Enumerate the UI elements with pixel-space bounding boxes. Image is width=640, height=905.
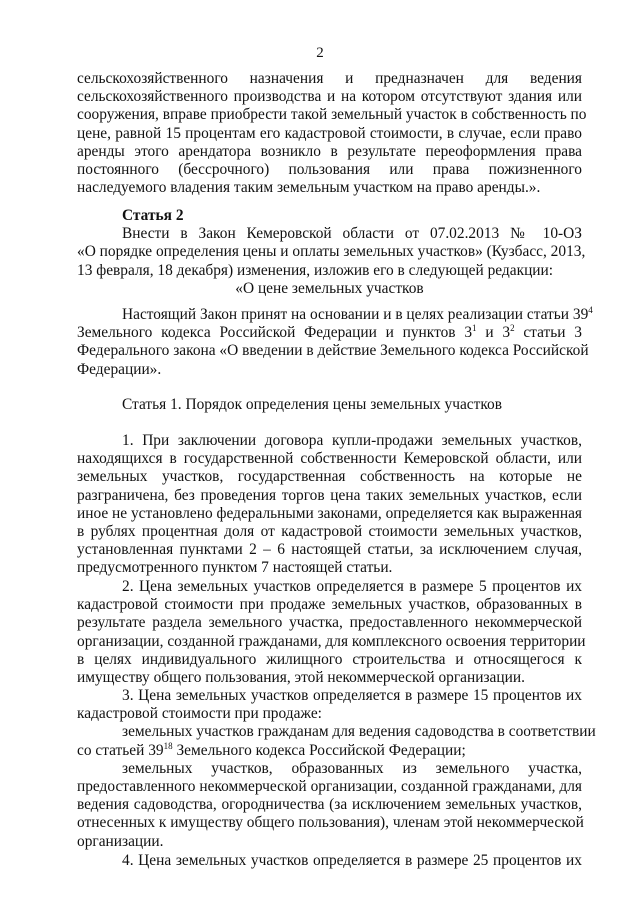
page-number: 2: [316, 45, 324, 61]
text-line: Федерального закона «О введении в действие Земельного кодекса Российской: [77, 342, 589, 360]
text-line: установленная пунктами 2 – 6 настоящей статьи, за исключением случая,: [77, 541, 582, 559]
text-line: находящихся в государственной собственности Кемеровской области, или: [77, 450, 582, 468]
text-line: 4. Цена земельных участков определяется в размере 25 процентов их: [122, 852, 582, 869]
text-line: организации.: [77, 832, 164, 850]
paragraph-2: [77, 578, 586, 687]
text-line: предусмотренного пунктом 7 настоящей статьи.: [77, 559, 393, 577]
text-line: Настоящий Закон принят на основании и в целях реализации статьи $39^4$: [122, 305, 593, 323]
text-line: ведения садоводства, огородничества (за исключением земельных участков,: [77, 796, 582, 814]
text-line: 1. При заключении договора купли-продажи земельных участков,: [122, 432, 582, 449]
text-line: имуществу общего пользования, этой некоммерческой организации.: [77, 668, 525, 686]
preamble: [77, 305, 593, 379]
text-line: в целях индивидуального жилищного строительства и относящегося к: [77, 650, 582, 668]
text-line: сооружения, вправе приобрести такой земельный участок в собственность по: [77, 106, 587, 124]
text-line: предоставленного некоммерческой организации, созданной гражданами, для: [77, 777, 582, 795]
text-line: земельных участков, государственная собственность на которые не: [77, 468, 582, 486]
text-line: наследуемого владения таким земельным участком на право аренды.».: [77, 179, 541, 197]
text-line: в рублях процентная доля от кадастровой стоимости земельных участков,: [77, 522, 582, 540]
law-title: «О цене земельных участков: [235, 279, 424, 297]
paragraph-1: [77, 432, 582, 578]
text-line: земельных участков, образованных из земельного участка,: [122, 759, 582, 777]
article-2: [77, 207, 586, 298]
text-line: кадастровой стоимости при продаже:: [77, 705, 322, 723]
text-line: сельскохозяйственного назначения и предназначен для ведения: [77, 70, 582, 87]
text-line: постоянного (бессрочного) пользования или права пожизненного: [77, 160, 582, 178]
text-line: отнесенных к имуществу общего пользования), членам этой некоммерческой: [77, 814, 584, 832]
text-line: 2. Цена земельных участков определяется в размере 5 процентов их: [122, 578, 582, 595]
text-line: со статьей $39^{18}$ Земельного кодекса Российской Федерации;: [77, 740, 466, 759]
paragraph-3: [77, 687, 596, 851]
text-line: кадастровой стоимости при продаже земельных участков, образованных в: [77, 596, 582, 614]
text-line: разграничена, без проведения торгов цена таких земельных участков, если: [77, 486, 582, 504]
paragraph-4: [77, 852, 582, 870]
text-line: 13 февраля, 18 декабря) изменения, изложив его в следующей редакции:: [77, 261, 554, 279]
text-line: организации, созданной гражданами, для комплексного освоения территории: [77, 632, 586, 650]
text-line: земельных участков гражданам для ведения садоводства в соответствии: [122, 723, 596, 741]
article-1: [77, 396, 582, 414]
paragraph-continuation: [77, 70, 587, 197]
text-line: сельскохозяйственного производства и на котором отсутствуют здания или: [77, 88, 582, 106]
text-line: Федерации».: [77, 360, 162, 378]
article-heading: Статья 1. Порядок определения цены земельных участков: [122, 396, 503, 413]
text-line: аренды этого арендатора возникло в результате переоформления права: [77, 142, 582, 160]
text-line: Внести в Закон Кемеровской области от 07.02.2013 № 10-ОЗ: [122, 225, 582, 243]
text-line: иное не установлено федеральными законами, определяется как выраженная: [77, 504, 582, 522]
text-line: результате раздела земельного участка, предоставленного некоммерческой: [77, 614, 582, 632]
text-line: Земельного кодекса Российской Федерации и пунктов $3^1$ и $3^2$ статьи 3: [77, 323, 582, 342]
article-heading: Статья 2: [122, 207, 184, 224]
text-line: цене, равной 15 процентам его кадастровой стоимости, в случае, если право: [77, 124, 582, 142]
text-line: «О порядке определения цены и оплаты земельных участков» (Кузбасс, 2013,: [77, 243, 586, 261]
text-line: 3. Цена земельных участков определяется в размере 15 процентов их: [122, 687, 582, 704]
